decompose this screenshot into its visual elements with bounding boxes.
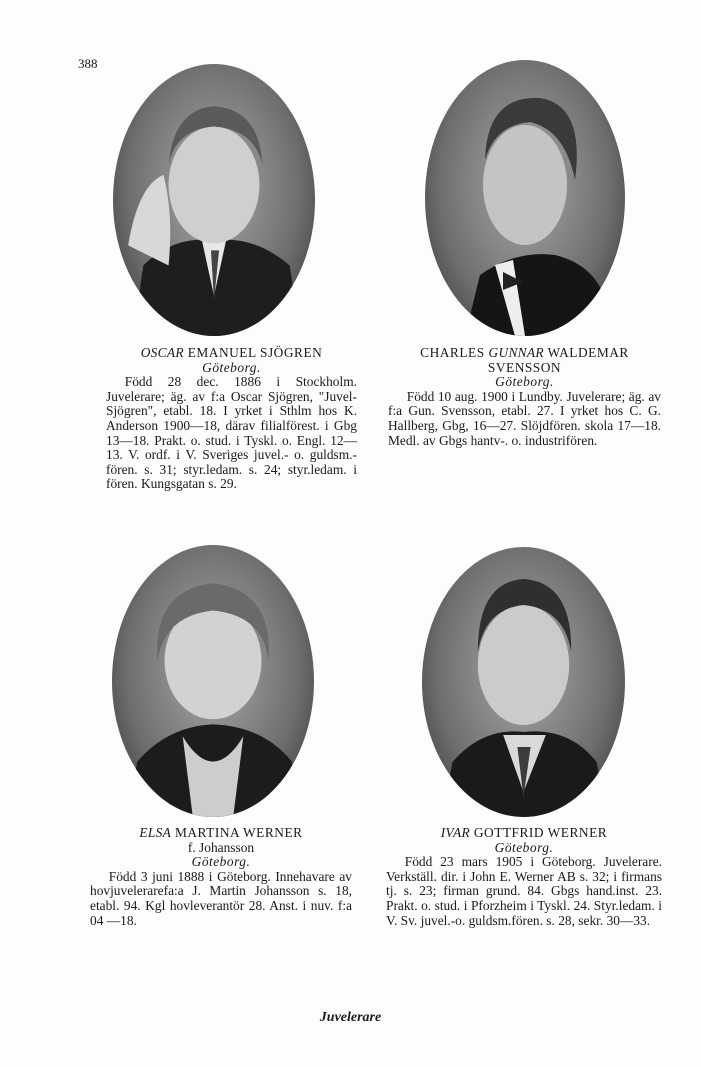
entry-bio: Född 10 aug. 1900 i Lundby. Juvelerare; äg. av f:a Gun. Svensson, etabl. 27. I yrket hos C. G. Hallberg, Gbg, 16—27. Slöjdfören. skola 17—18. Medl. av Gbgs hantv-. o. industrifören. [388,388,661,448]
entry-place: Göteborg. [494,839,554,855]
portrait-ivar-werner [422,547,625,817]
page-number: 388 [78,56,98,71]
entry-place: Göteborg. [495,374,554,390]
entry-bio: Född 28 dec. 1886 i Stockholm. Juvelerare; äg. av f:a Oscar Sjögren, "Juvel-Sjögren", etabl. 18. I yrket i Sthlm hos K. Anderson 1900—18, därav filialförest. i Gbg 13—18. Prakt. o. stud. i Tyskl. o. Engl. 12—13. V. ordf. i V. Sveriges juvel.- o. guldsm.-fören. s. 31; styr.ledam. s. 24; styr.ledam. i fören. Kungsgatan s. 29. [106,374,357,492]
entry-name: OSCAR EMANUEL SJÖGREN [140,345,323,360]
entry-bio: Född 23 mars 1905 i Göteborg. Juvelerare. Verkställ. dir. i John E. Werner AB s. 32; i firmans tj. s. 23; firman grund. 84. Gbgs hand.inst. 23. Prakt. o. stud. i Pforzheim i Tyskl. 24. Styr.ledam. i V. Sv. juvel.-o. guldsm.fören. s. 28, sekr. 30—33. [386,854,662,928]
entry-oscar-sjogren [106,346,357,492]
entry-place: Göteborg. [191,854,251,870]
entry-name: IVAR GOTTFRID WERNER [440,825,608,840]
portrait-elsa-werner [112,545,314,817]
page-footer: Juvelerare [319,1010,382,1025]
entry-name: CHARLES GUNNAR WALDEMAR SVENSSON [420,345,629,375]
entry-elsa-werner [90,826,352,928]
portrait-oscar-sjogren [113,64,315,336]
entry-ivar-werner [386,826,662,928]
portrait-charles-svensson [425,60,625,336]
entry-charles-svensson [388,346,661,448]
entry-place: Göteborg. [202,359,261,375]
entry-maiden-name: f. Johansson [187,839,255,855]
entry-bio: Född 3 juni 1888 i Göteborg. Innehavare av hovjuvelerarefa:a J. Martin Johansson s. 18, etabl. 94. Kgl hovleverantör 28. Anst. i nuv. f:a 04 —18. [90,868,352,928]
entry-name: ELSA MARTINA WERNER [139,825,303,840]
